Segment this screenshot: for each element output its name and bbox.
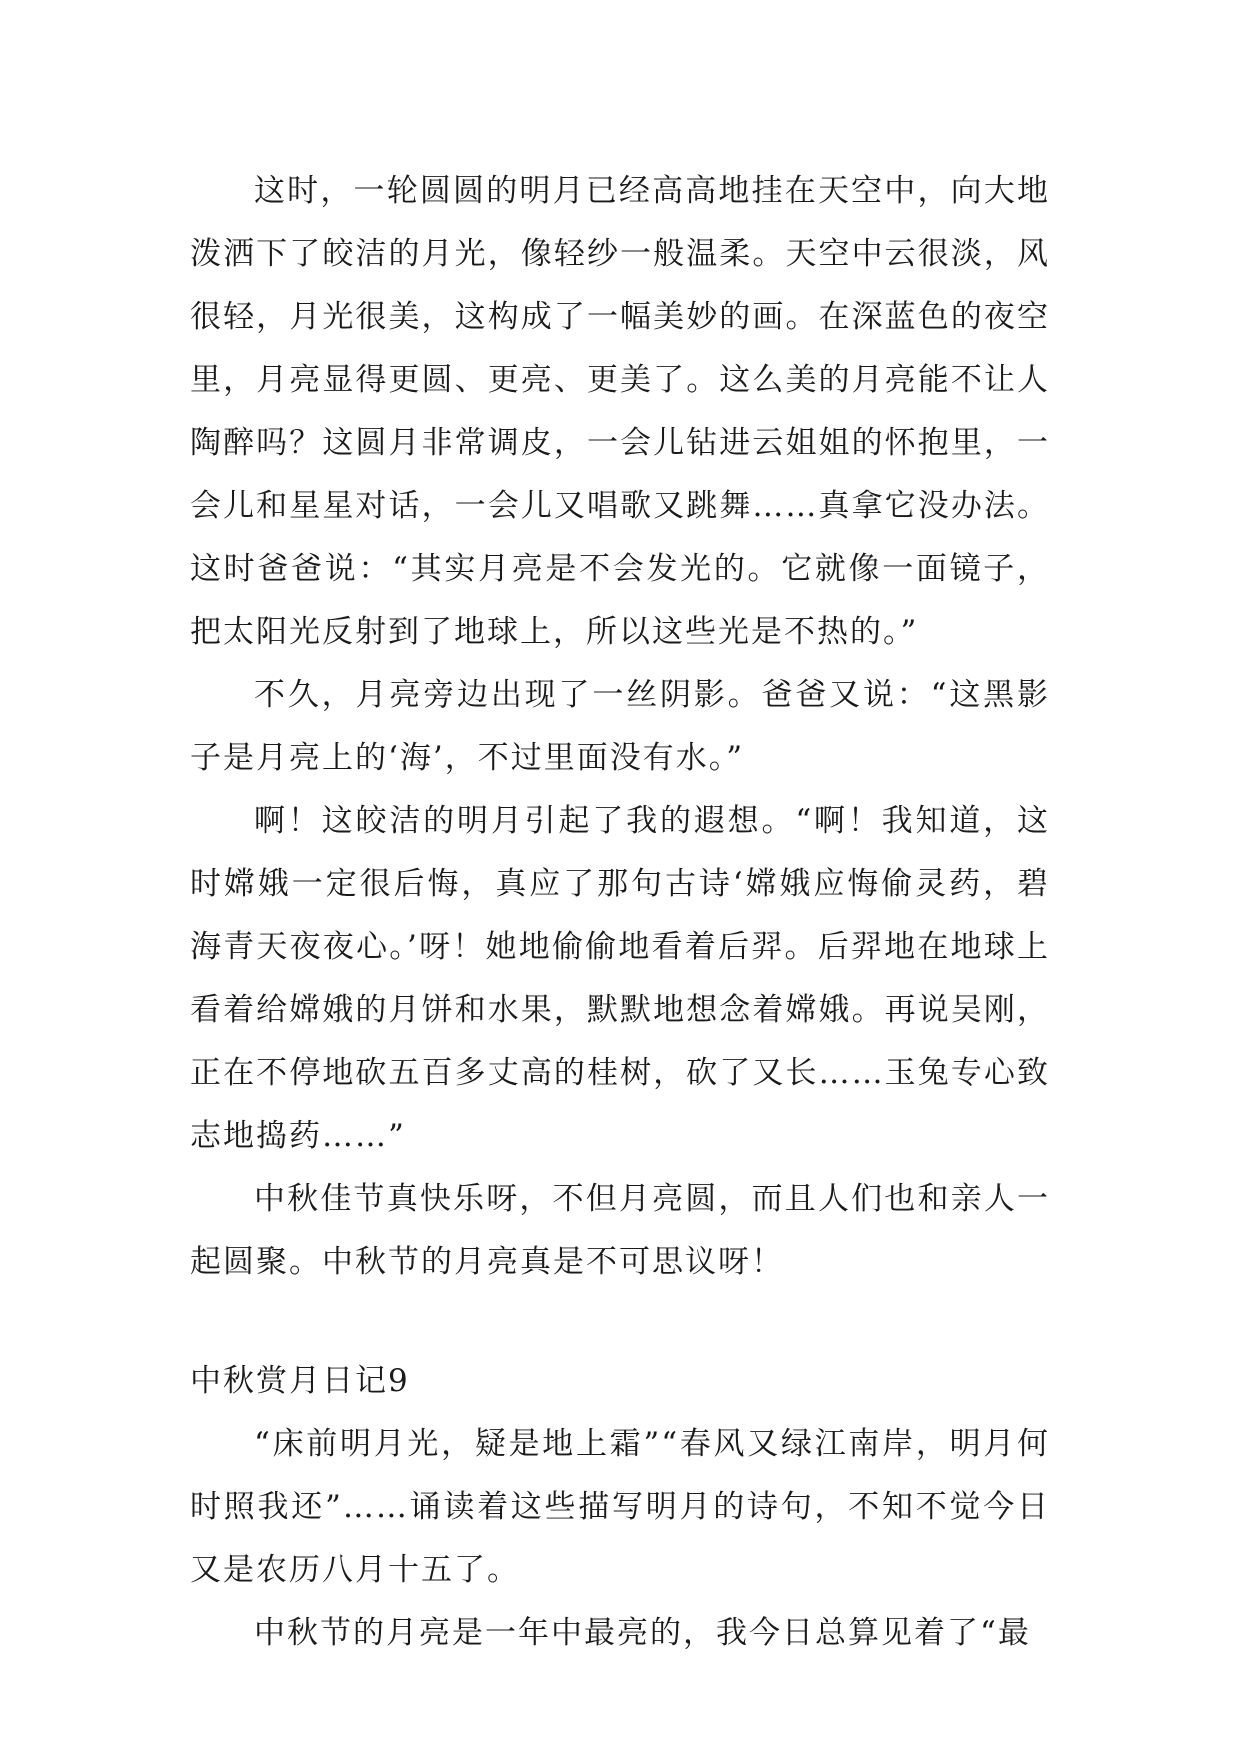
paragraph-conclusion: 中秋佳节真快乐呀，不但月亮圆，而且人们也和亲人一起圆聚。中秋节的月亮真是不可思议呀！ bbox=[190, 1181, 1050, 1280]
paragraph-poems: “床前明月光，疑是地上霜”“春风又绿江南岸，明月何时照我还”……诵读着这些描写明月的诗句，不知不觉今日又是农历八月十五了。 bbox=[190, 1426, 1050, 1588]
paragraph-moon-description: 这时，一轮圆圆的明月已经高高地挂在天空中，向大地泼洒下了皎洁的月光，像轻纱一般温柔。天空中云很淡，风很轻，月光很美，这构成了一幅美妙的画。在深蓝色的夜空里，月亮显得更圆、更亮、更美了。这么美的月亮能不让人陶醉吗？这圆月非常调皮，一会儿钻进云姐姐的怀抱里，一会儿和星星对话，一会儿又唱歌又跳舞……真拿它没办法。这时爸爸说：“其实月亮是不会发光的。它就像一面镜子，把太阳光反射到了地球上，所以这些光是不热的。” bbox=[190, 173, 1050, 650]
paragraph-moon-shadow: 不久，月亮旁边出现了一丝阴影。爸爸又说：“这黑影子是月亮上的‘海’，不过里面没有水。” bbox=[190, 677, 1050, 776]
paragraph-brightest-moon: 中秋节的月亮是一年中最亮的，我今日总算见着了“最 bbox=[254, 1615, 1031, 1651]
document-body bbox=[190, 160, 1050, 1665]
paragraph-change-legend: 啊！这皎洁的明月引起了我的遐想。“啊！我知道，这时嫦娥一定很后悔，真应了那句古诗‘嫦娥应悔偷灵药，碧海青天夜夜心。’呀！她地偷偷地看着后羿。后羿地在地球上看着给嫦娥的月饼和水果，默默地想念着嫦娥。再说吴刚，正在不停地砍五百多丈高的桂树，砍了又长……玉兔专心致志地捣药……” bbox=[190, 803, 1050, 1154]
section-title: 中秋赏月日记9 bbox=[190, 1363, 410, 1399]
